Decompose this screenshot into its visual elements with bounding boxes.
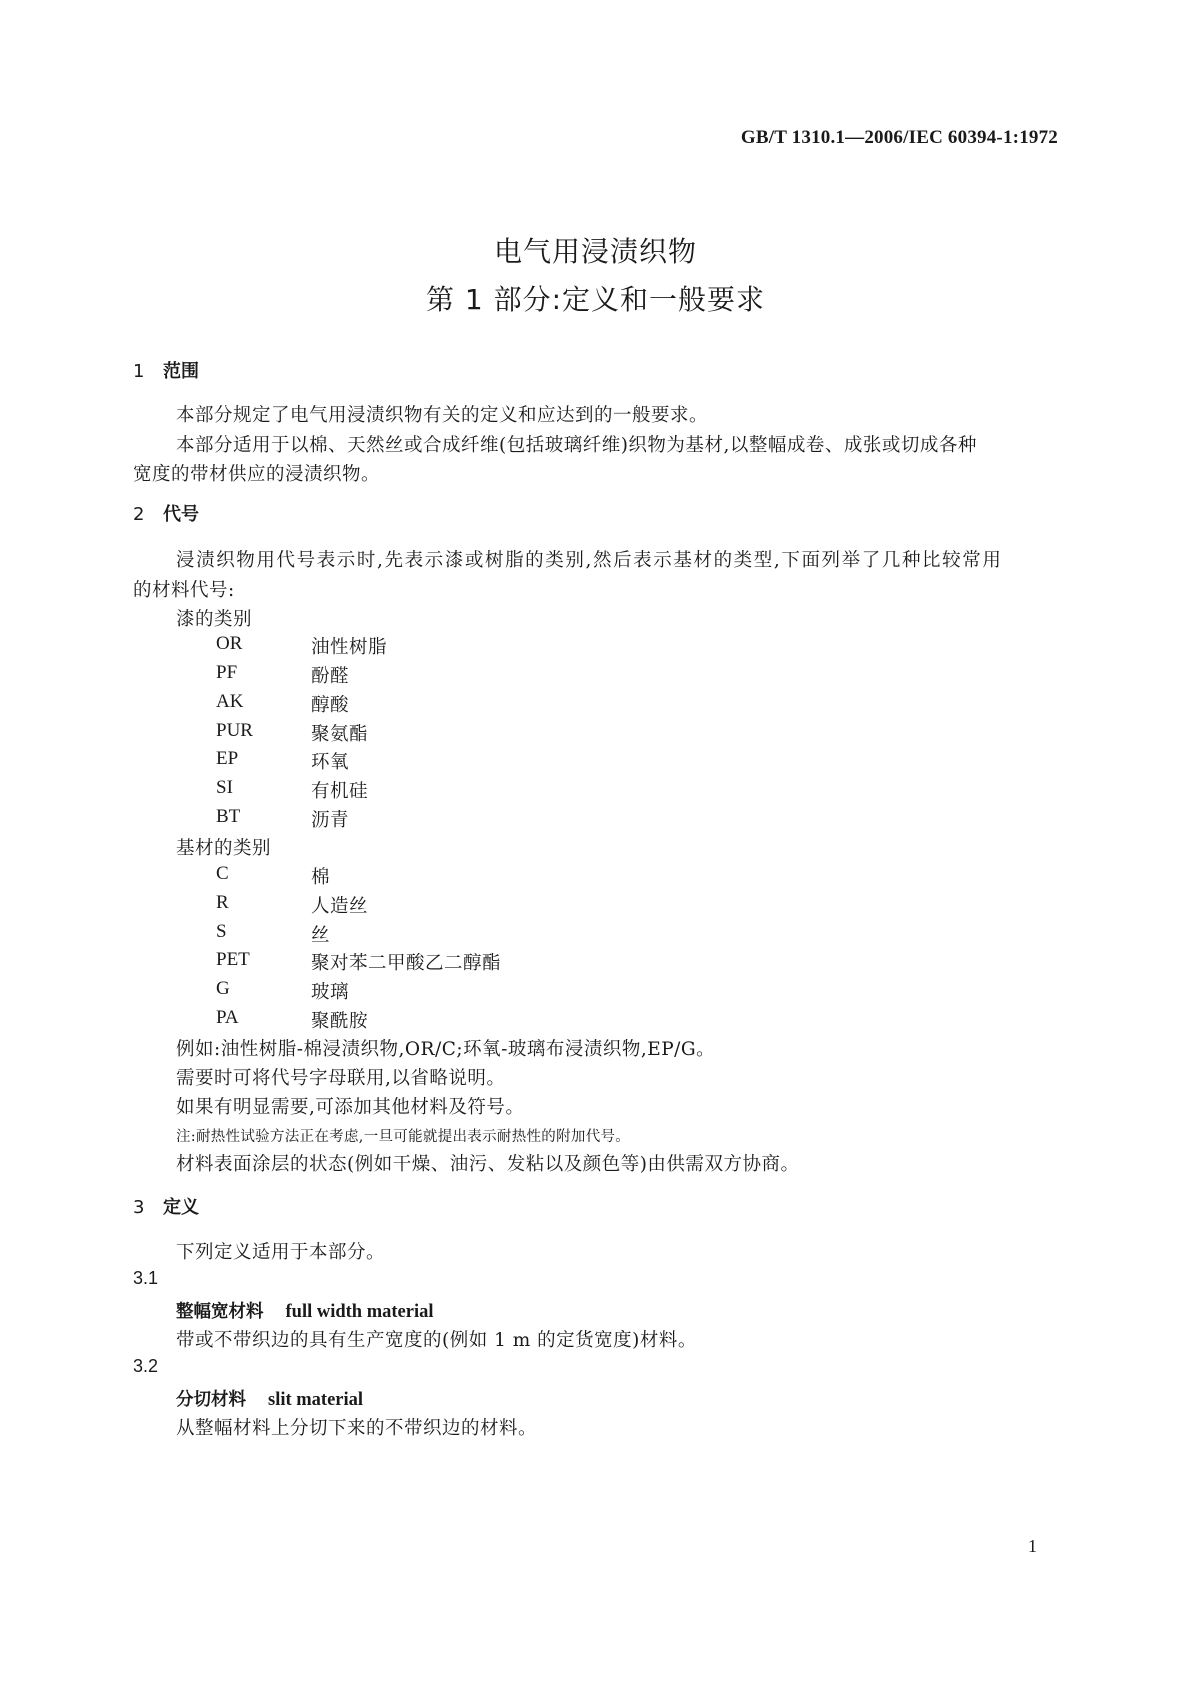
list-item-code: BT (216, 806, 241, 827)
paragraph: 宽度的带材供应的浸渍织物。 (133, 464, 381, 485)
term-english: slit material (268, 1390, 364, 1410)
list-item-meaning: 棉 (311, 867, 331, 888)
list-item-meaning: 油性树脂 (311, 637, 388, 658)
list-item-meaning: 丝 (311, 925, 331, 946)
definition-text: 带或不带织边的具有生产宽度的(例如 1 m 的定货宽度)材料。 (176, 1330, 697, 1351)
section-3-heading (133, 1193, 199, 1219)
section-title: 代号 (163, 504, 199, 525)
list-item-code: AK (216, 691, 244, 712)
section-title: 定义 (163, 1197, 199, 1218)
paragraph: 下列定义适用于本部分。 (176, 1242, 386, 1263)
definition-text: 从整幅材料上分切下来的不带织边的材料。 (176, 1418, 538, 1439)
standard-code: GB/T 1310.1—2006/IEC 60394-1:1972 (740, 127, 1058, 148)
definition-term (176, 1298, 434, 1323)
list-item-code: PUR (216, 720, 253, 741)
definition-number: 3.1 (133, 1268, 159, 1288)
paragraph: 材料表面涂层的状态(例如干燥、油污、发粘以及颜色等)由供需双方协商。 (176, 1154, 800, 1175)
list-heading: 基材的类别 (176, 838, 272, 859)
term-english: full width material (285, 1302, 434, 1322)
paragraph: 本部分适用于以棉、天然丝或合成纤维(包括玻璃纤维)织物为基材,以整幅成卷、成张或切成各种 (176, 435, 977, 456)
list-item-meaning: 聚对苯二甲酸乙二醇酯 (311, 953, 502, 974)
list-item-meaning: 玻璃 (311, 982, 350, 1003)
definition-term (176, 1386, 363, 1411)
section-number: 2 (133, 504, 145, 525)
paragraph: 需要时可将代号字母联用,以省略说明。 (176, 1068, 506, 1089)
list-item-meaning: 聚酰胺 (311, 1011, 369, 1032)
section-number: 3 (133, 1197, 145, 1218)
list-item-meaning: 环氧 (311, 752, 350, 773)
list-item-code: PA (216, 1007, 239, 1028)
section-number: 1 (133, 361, 145, 382)
section-2-heading (133, 500, 199, 526)
list-item-code: R (216, 892, 229, 913)
list-item-meaning: 聚氨酯 (311, 724, 369, 745)
paragraph: 的材料代号: (133, 580, 235, 601)
list-item-meaning: 醇酸 (311, 695, 350, 716)
list-item-code: OR (216, 633, 243, 654)
definition-number: 3.2 (133, 1356, 159, 1376)
list-item-meaning: 人造丝 (311, 896, 369, 917)
list-item-meaning: 有机硅 (311, 781, 369, 802)
paragraph: 浸渍织物用代号表示时,先表示漆或树脂的类别,然后表示基材的类型,下面列举了几种比较常用 (176, 550, 1003, 571)
list-item-code: C (216, 863, 229, 884)
list-item-code: S (216, 921, 227, 942)
list-item-code: EP (216, 748, 239, 769)
list-item-code: PET (216, 949, 250, 970)
paragraph: 本部分规定了电气用浸渍织物有关的定义和应达到的一般要求。 (176, 405, 709, 426)
list-item-meaning: 沥青 (311, 810, 350, 831)
list-item-code: SI (216, 777, 233, 798)
term-chinese: 分切材料 (176, 1390, 246, 1410)
section-title: 范围 (163, 361, 199, 382)
paragraph: 例如:油性树脂-棉浸渍织物,OR/C;环氧-玻璃布浸渍织物,EP/G。 (176, 1039, 716, 1060)
note: 注:耐热性试验方法正在考虑,一旦可能就提出表示耐热性的附加代号。 (176, 1129, 631, 1145)
page-number: 1 (1028, 1536, 1037, 1556)
document-subtitle: 第 1 部分:定义和一般要求 (425, 283, 766, 316)
document-title: 电气用浸渍织物 (493, 235, 697, 268)
list-heading: 漆的类别 (176, 609, 253, 630)
list-item-meaning: 酚醛 (311, 666, 350, 687)
section-1-heading (133, 357, 199, 383)
paragraph: 如果有明显需要,可添加其他材料及符号。 (176, 1097, 525, 1118)
list-item-code: PF (216, 662, 238, 683)
term-chinese: 整幅宽材料 (176, 1302, 264, 1322)
list-item-code: G (216, 978, 230, 999)
